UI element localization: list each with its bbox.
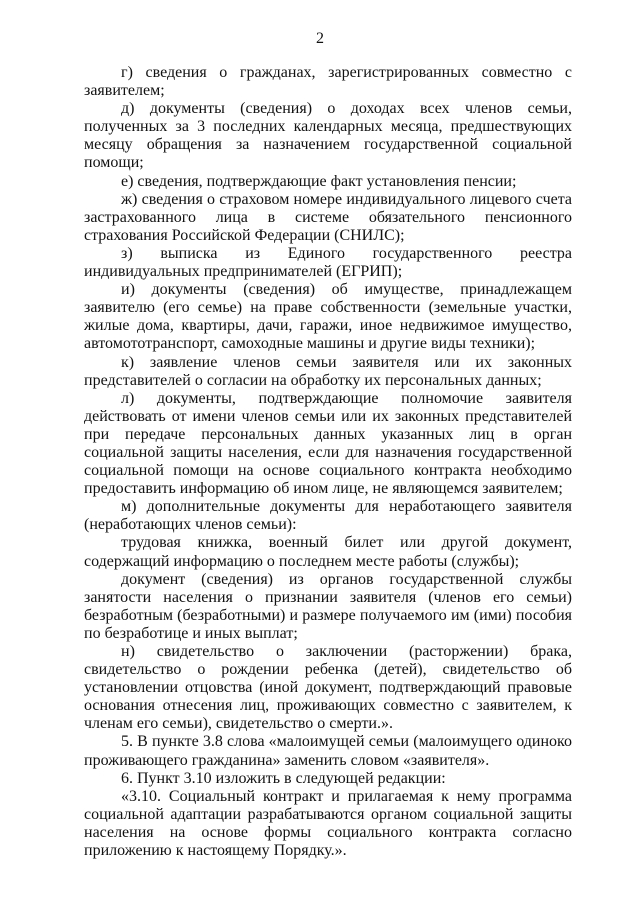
paragraph-item-l: л) документы, подтверждающие полномочие заявителя действовать от имени членов семьи или их законных представителей при передаче персональных данных указанных лиц в орган социальной защиты населения, если для назначения государственной социальной помощи на основе социального контракта необходимо предоставить информацию об ином лице, не являющемся заявителем; (84, 389, 572, 498)
page-number: 2 (316, 30, 324, 47)
paragraph-item-m: м) дополнительные документы для неработающего заявителя (неработающих членов семьи): (84, 498, 572, 534)
paragraph-item-n: н) свидетельство о заключении (расторжении) брака, свидетельство о рождении ребенка (детей), свидетельство об установлении отцовства (иной документ, подтверждающий правовые основания отнесения лиц, проживающих совместно с заявителем, к членам его семьи), свидетельство о смерти.». (84, 643, 572, 733)
document-body (84, 64, 572, 860)
paragraph-employment-record: трудовая книжка, военный билет или другой документ, содержащий информацию о последнем месте работы (службы); (84, 534, 572, 570)
paragraph-item-z: з) выписка из Единого государственного реестра индивидуальных предпринимателей (ЕГРИП); (84, 244, 572, 281)
paragraph-item-zh: ж) сведения о страховом номере индивидуального лицевого счета застрахованного лица в системе обязательного пенсионного страхования Российской Федерации (СНИЛС); (84, 190, 572, 244)
paragraph-employment-service: документ (сведения) из органов государственной службы занятости населения о признании заявителя (членов его семьи) безработным (безработными) и размере получаемого им (ими) пособия по безработице и иных выплат; (84, 570, 572, 642)
paragraph-item-g: г) сведения о гражданах, зарегистрированных совместно с заявителем; (84, 64, 572, 100)
paragraph-clause-3-10: «3.10. Социальный контракт и прилагаемая к нему программа социальной адаптации разрабатываются органом социальной защиты населения на основе формы социального контракта согласно приложению к настоящему Порядку.». (84, 787, 572, 860)
paragraph-clause-6: 6. Пункт 3.10 изложить в следующей редакции: (121, 769, 446, 787)
paragraph-item-d: д) документы (сведения) о доходах всех членов семьи, полученных за 3 последних календарных месяца, предшествующих месяцу обращения за назначением государственной социальной помощи; (84, 100, 572, 172)
paragraph-item-k: к) заявление членов семьи заявителя или их законных представителей о согласии на обработку их персональных данных; (84, 353, 572, 389)
paragraph-clause-5: 5. В пункте 3.8 слова «малоимущей семьи (малоимущего одиноко проживающего гражданина» заменить словом «заявителя». (84, 733, 572, 769)
paragraph-item-i: и) документы (сведения) об имуществе, принадлежащем заявителю (его семье) на праве собственности (земельные участки, жилые дома, квартиры, дачи, гаражи, иное недвижимое имущество, автомототранспорт, самоходные машины и другие виды техники); (84, 281, 572, 353)
paragraph-item-e: е) сведения, подтверждающие факт установления пенсии; (121, 172, 517, 190)
